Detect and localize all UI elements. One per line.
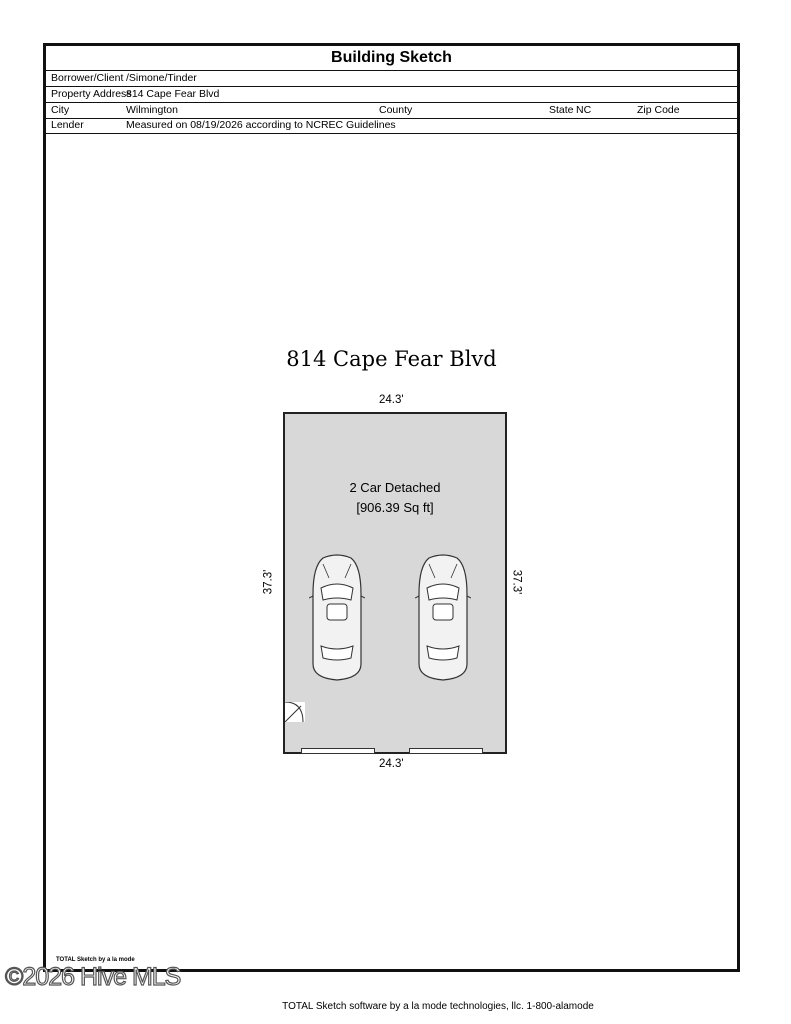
dim-right: 37.3'	[510, 569, 523, 595]
lender-row	[46, 118, 737, 134]
address-label: Property Address	[51, 88, 132, 100]
car-icon	[415, 554, 471, 682]
page-title: Building Sketch	[46, 46, 737, 71]
car-icon	[309, 554, 365, 682]
county-label: County	[379, 104, 413, 116]
zip-label: Zip Code	[637, 104, 680, 116]
state-value: NC	[576, 104, 592, 116]
borrower-label: Borrower/Client	[51, 72, 124, 84]
dim-bottom: 24.3'	[379, 758, 404, 770]
dim-top: 24.3'	[379, 394, 404, 406]
lender-value: Measured on 08/19/2026 according to NCREC Guidelines	[126, 119, 396, 131]
garage-room	[283, 412, 507, 754]
city-label: City	[51, 104, 70, 116]
dim-left: 37.3'	[262, 569, 275, 595]
borrower-value: /Simone/Tinder	[126, 72, 197, 84]
room-area: [906.39 Sq ft]	[356, 500, 434, 515]
garage-door-right	[409, 748, 483, 754]
sketch-title: 814 Cape Fear Blvd	[286, 347, 497, 371]
room-name: 2 Car Detached	[349, 480, 441, 495]
address-value: 814 Cape Fear Blvd	[126, 88, 220, 100]
borrower-row	[46, 71, 737, 87]
state-label: State	[549, 104, 574, 116]
sketch-sheet	[43, 43, 740, 972]
mls-watermark: ©2026 Hive MLS	[5, 963, 181, 991]
sketch-credit: TOTAL Sketch by a la mode	[56, 957, 135, 963]
city-value: Wilmington	[126, 104, 178, 116]
address-row	[46, 87, 737, 103]
garage-door-left	[301, 748, 375, 754]
door-swing-icon	[285, 702, 305, 722]
footer-credit: TOTAL Sketch software by a la mode technologies, llc. 1-800-alamode	[282, 1001, 594, 1012]
lender-label: Lender	[51, 119, 84, 131]
city-row	[46, 103, 737, 119]
